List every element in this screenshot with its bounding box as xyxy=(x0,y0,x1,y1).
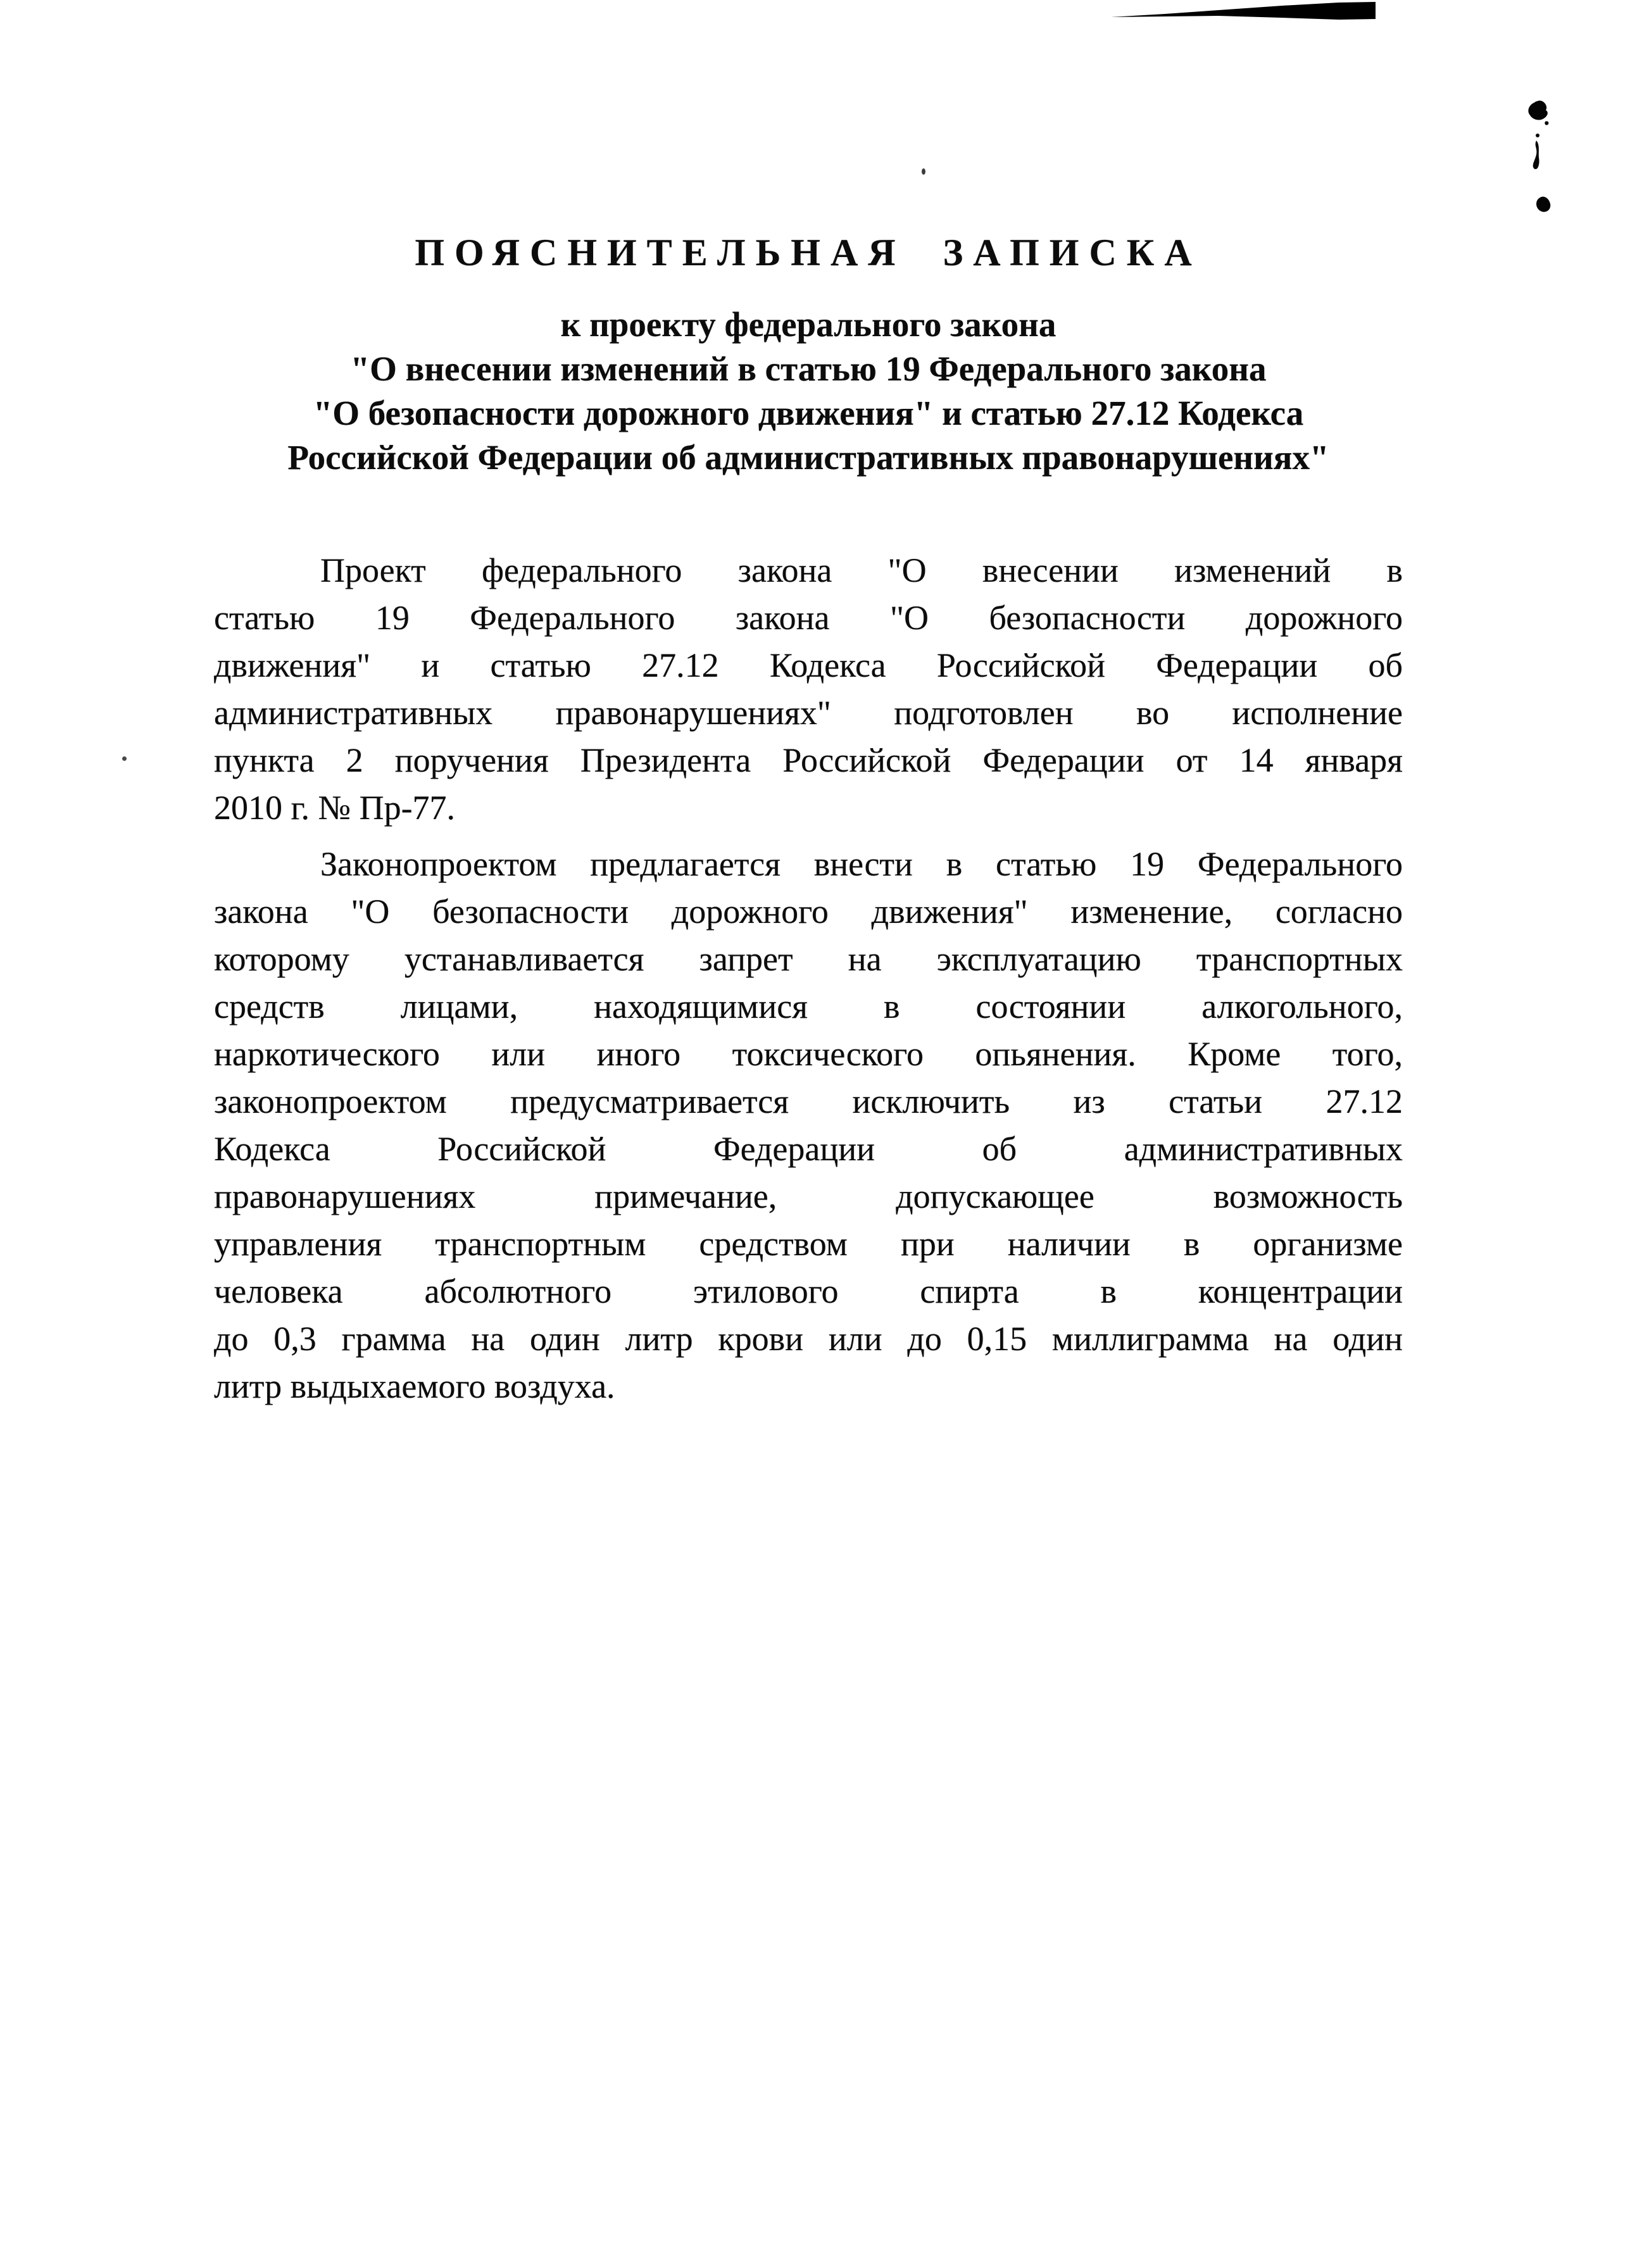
text-line: административных правонарушениях" подготовлен во исполнение xyxy=(214,694,1403,732)
text-line: Проект федерального закона "О внесении изменений в xyxy=(320,551,1403,589)
text-line: Кодекса Российской Федерации об административных xyxy=(214,1130,1403,1168)
scan-edge-line-artifact xyxy=(1105,0,1377,28)
text-line: литр выдыхаемого воздуха. xyxy=(214,1367,615,1405)
scan-speck xyxy=(922,168,925,175)
document-title: ПОЯСНИТЕЛЬНАЯ ЗАПИСКА xyxy=(415,232,1202,273)
subtitle-line: к проекту федерального закона xyxy=(560,305,1056,344)
text-line: управления транспортным средством при наличии в организме xyxy=(214,1225,1403,1263)
subtitle-line: Российской Федерации об административных правонарушениях" xyxy=(287,438,1329,477)
text-line: пункта 2 поручения Президента Российской Федерации от 14 января xyxy=(214,741,1403,779)
subtitle-line: "О внесении изменений в статью 19 Федерального закона xyxy=(350,349,1267,388)
subtitle-line: "О безопасности дорожного движения" и статью 27.12 Кодекса xyxy=(313,394,1304,432)
text-line: 2010 г. № Пр-77. xyxy=(214,789,456,827)
document-body xyxy=(214,547,1403,1410)
text-line: законопроектом предусматривается исключить из статьи 27.12 xyxy=(214,1082,1403,1120)
text-line: которому устанавливается запрет на эксплуатацию транспортных xyxy=(214,940,1403,978)
text-line: средств лицами, находящимися в состоянии алкогольного, xyxy=(214,987,1403,1025)
text-line: человека абсолютного этилового спирта в концентрации xyxy=(214,1272,1403,1310)
paragraph-2 xyxy=(214,841,1403,1410)
paragraph-1 xyxy=(214,547,1403,832)
text-line: наркотического или иного токсического опьянения. Кроме того, xyxy=(214,1035,1403,1073)
text-line: статью 19 Федерального закона "О безопасности дорожного xyxy=(214,599,1403,637)
ink-blot-artifacts xyxy=(1521,96,1557,223)
text-line: до 0,3 грамма на один литр крови или до 0,15 миллиграмма на один xyxy=(214,1320,1403,1358)
scan-speck xyxy=(122,756,127,761)
text-line: движения" и статью 27.12 Кодекса Российской Федерации об xyxy=(214,646,1403,684)
text-line: закона "О безопасности дорожного движения" изменение, согласно xyxy=(214,893,1403,930)
document-content xyxy=(214,233,1403,1410)
text-line: правонарушениях примечание, допускающее возможность xyxy=(214,1177,1403,1215)
document-subtitle xyxy=(214,303,1403,480)
text-line: Законопроектом предлагается внести в статью 19 Федерального xyxy=(320,845,1403,883)
